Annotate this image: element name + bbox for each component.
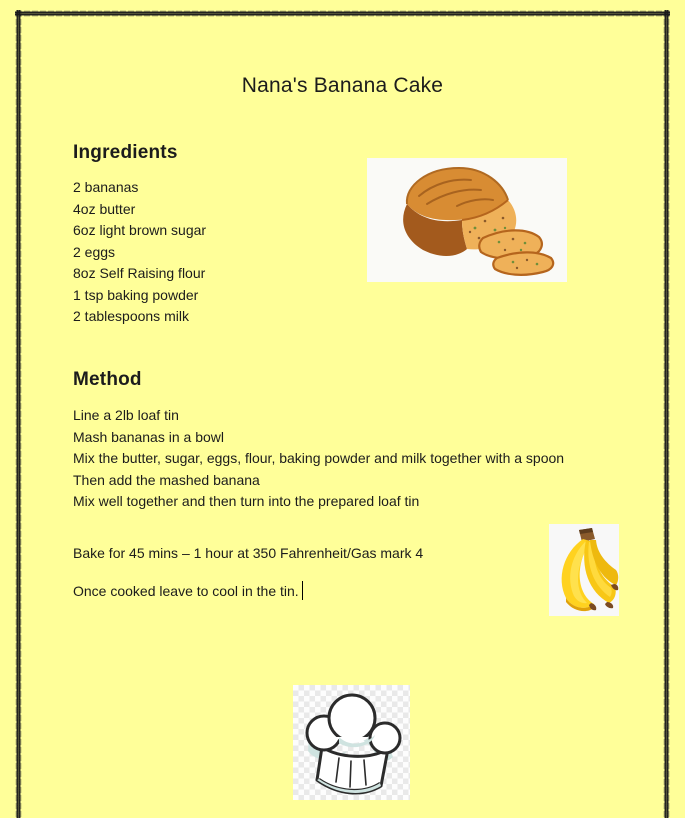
cool-instruction-text: Once cooked leave to cool in the tin. (73, 583, 299, 599)
bake-instruction: Bake for 45 mins – 1 hour at 350 Fahrenheit/Gas mark 4 (73, 545, 424, 561)
ingredient-item: 1 tsp baking powder (73, 286, 199, 303)
method-heading: Method (73, 369, 142, 390)
ingredient-item: 6oz light brown sugar (73, 222, 207, 238)
method-step: Mix well together and then turn into the prepared loaf tin (73, 493, 420, 509)
ingredient-item: 2 bananas (73, 179, 139, 195)
banana-cake-image[interactable] (367, 158, 567, 282)
method-step: Line a 2lb loaf tin (73, 407, 179, 423)
cool-instruction-line (73, 581, 303, 600)
bananas-image[interactable] (549, 524, 619, 616)
page-title: Nana's Banana Cake (241, 74, 444, 97)
ingredient-item: 4oz butter (73, 200, 136, 217)
text-cursor (302, 581, 304, 600)
ingredients-list (73, 177, 206, 328)
ingredient-item: 8oz Self Raising flour (73, 265, 206, 281)
zigzag-border-top (15, 10, 670, 17)
method-list (73, 405, 564, 513)
chef-hat-image[interactable] (293, 685, 410, 800)
method-step: Mash bananas in a bowl (73, 428, 224, 445)
method-step: Mix the butter, sugar, eggs, flour, baking powder and milk together with a spoon (73, 450, 565, 466)
zigzag-border-right (663, 10, 670, 818)
ingredients-heading: Ingredients (73, 142, 178, 163)
method-step: Then add the mashed banana (73, 471, 260, 488)
zigzag-border-left (15, 10, 22, 818)
ingredient-item: 2 tablespoons milk (73, 308, 189, 324)
ingredient-item: 2 eggs (73, 243, 116, 260)
